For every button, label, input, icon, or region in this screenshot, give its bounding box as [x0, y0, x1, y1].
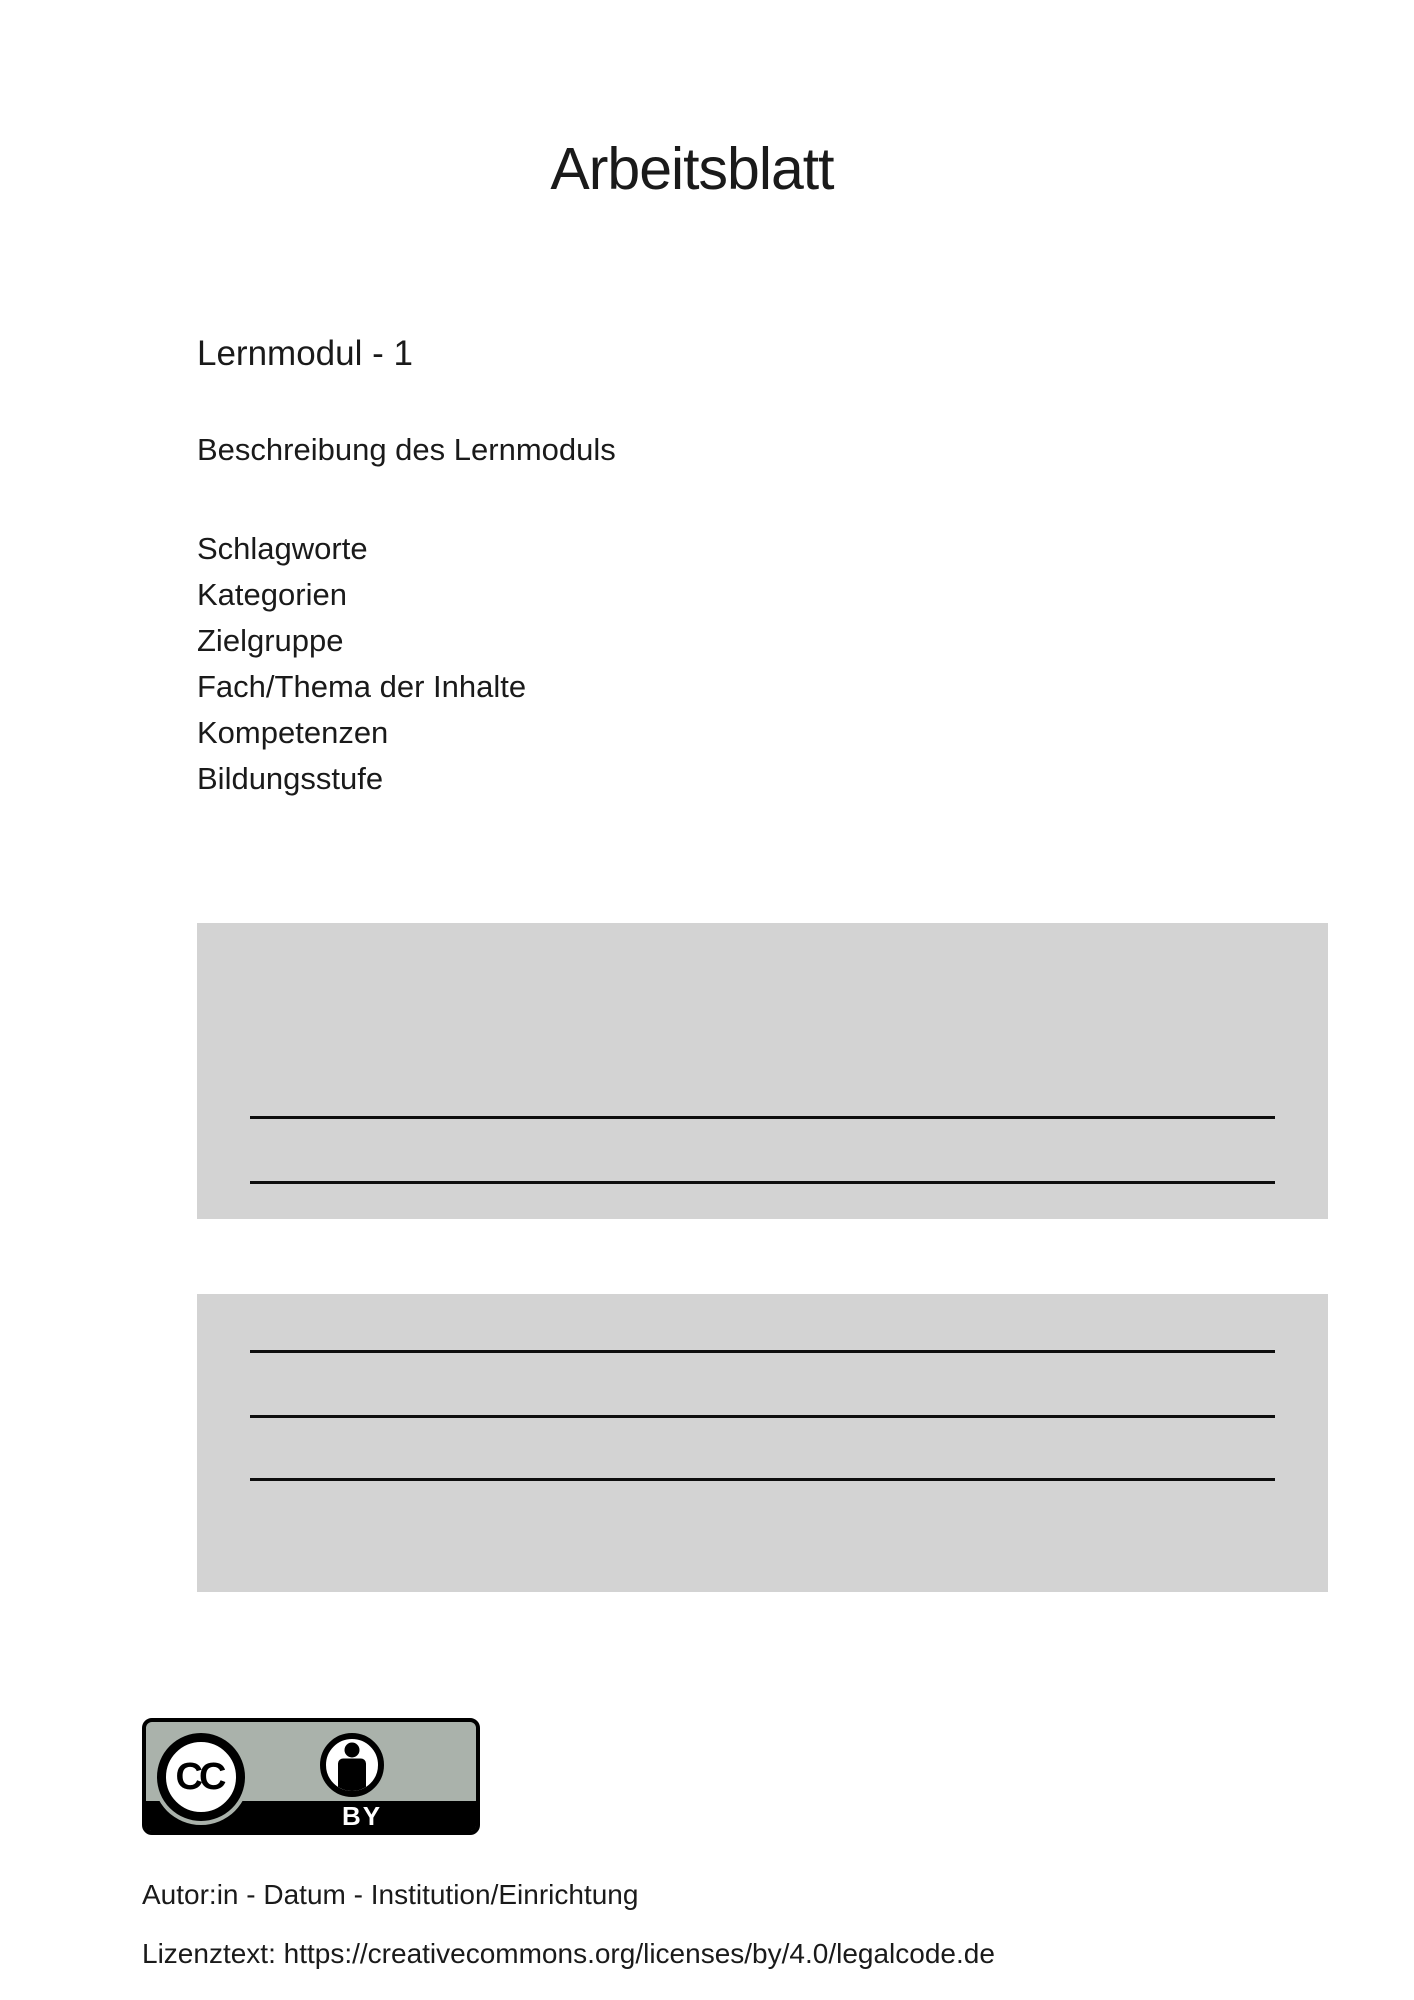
writing-line: [250, 1415, 1275, 1418]
module-field-list: [197, 526, 526, 802]
cc-logo-label: CC: [175, 1756, 223, 1798]
writing-line: [250, 1350, 1275, 1353]
module-field: Kategorien: [197, 577, 347, 612]
footer-license-line: Lizenztext: https://creativecommons.org/licenses/by/4.0/legalcode.de: [142, 1938, 995, 1969]
module-field: Fach/Thema der Inhalte: [197, 669, 527, 704]
cc-logo-icon: [157, 1733, 245, 1821]
writing-area: [197, 923, 1328, 1219]
footer-author-line: Autor:in - Datum - Institution/Einrichtung: [142, 1879, 639, 1910]
writing-line: [250, 1181, 1275, 1184]
by-label: BY: [341, 1801, 383, 1831]
module-field: Kompetenzen: [197, 715, 389, 750]
module-description: Beschreibung des Lernmoduls: [197, 432, 616, 467]
module-field: Zielgruppe: [197, 623, 344, 658]
writing-line: [250, 1478, 1275, 1481]
module-field: Bildungsstufe: [197, 761, 384, 796]
module-field: Schlagworte: [197, 531, 368, 566]
module-heading: Lernmodul - 1: [197, 334, 413, 373]
cc-by-license-badge[interactable]: [142, 1718, 480, 1835]
attribution-person-icon: [320, 1733, 384, 1797]
writing-area: [197, 1294, 1328, 1592]
writing-line: [250, 1116, 1275, 1119]
page-title: Arbeitsblatt: [550, 136, 834, 202]
